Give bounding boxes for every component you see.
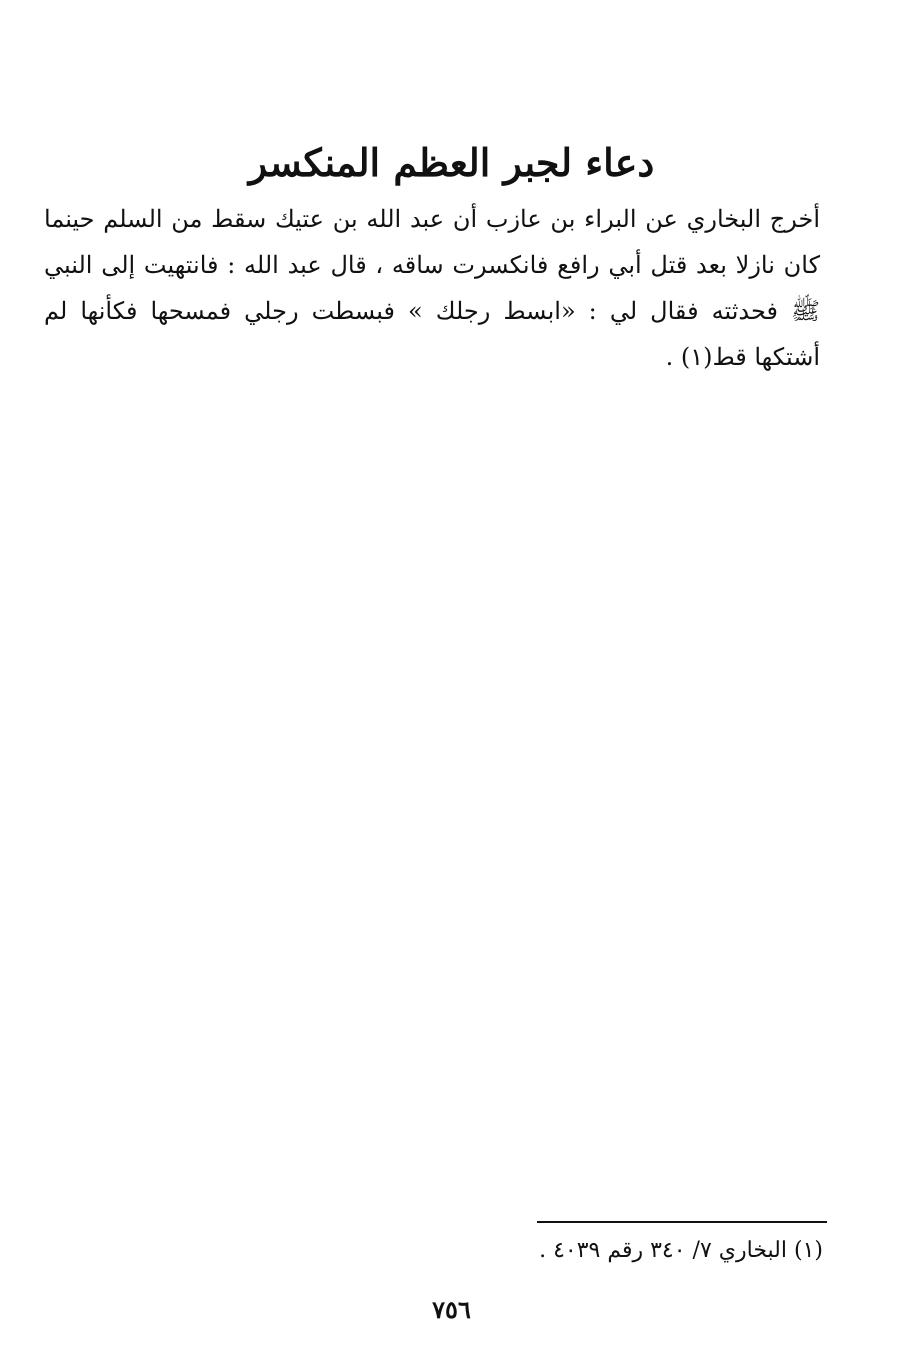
page-title: دعاء لجبر العظم المنكسر: [248, 140, 655, 185]
footnote-divider: [537, 1221, 827, 1223]
body-paragraph: أخرج البخاري عن البراء بن عازب أن عبد الله بن عتيك سقط من السلم حينما كان نازلا بعد قتل أبي رافع فانكسرت ساقه ، قال عبد الله : فانتهيت إلى النبي ﷺ فحدثته فقال لي : «ابسط رجلك » فبسطت رجلي فمسحها فكأنها لم أشتكها قط(١) .: [44, 205, 820, 371]
footnote: (١) البخاري ٧/ ٣٤٠ رقم ٤٠٣٩ .: [539, 1238, 823, 1263]
page-number: ٧٥٦: [432, 1295, 471, 1324]
